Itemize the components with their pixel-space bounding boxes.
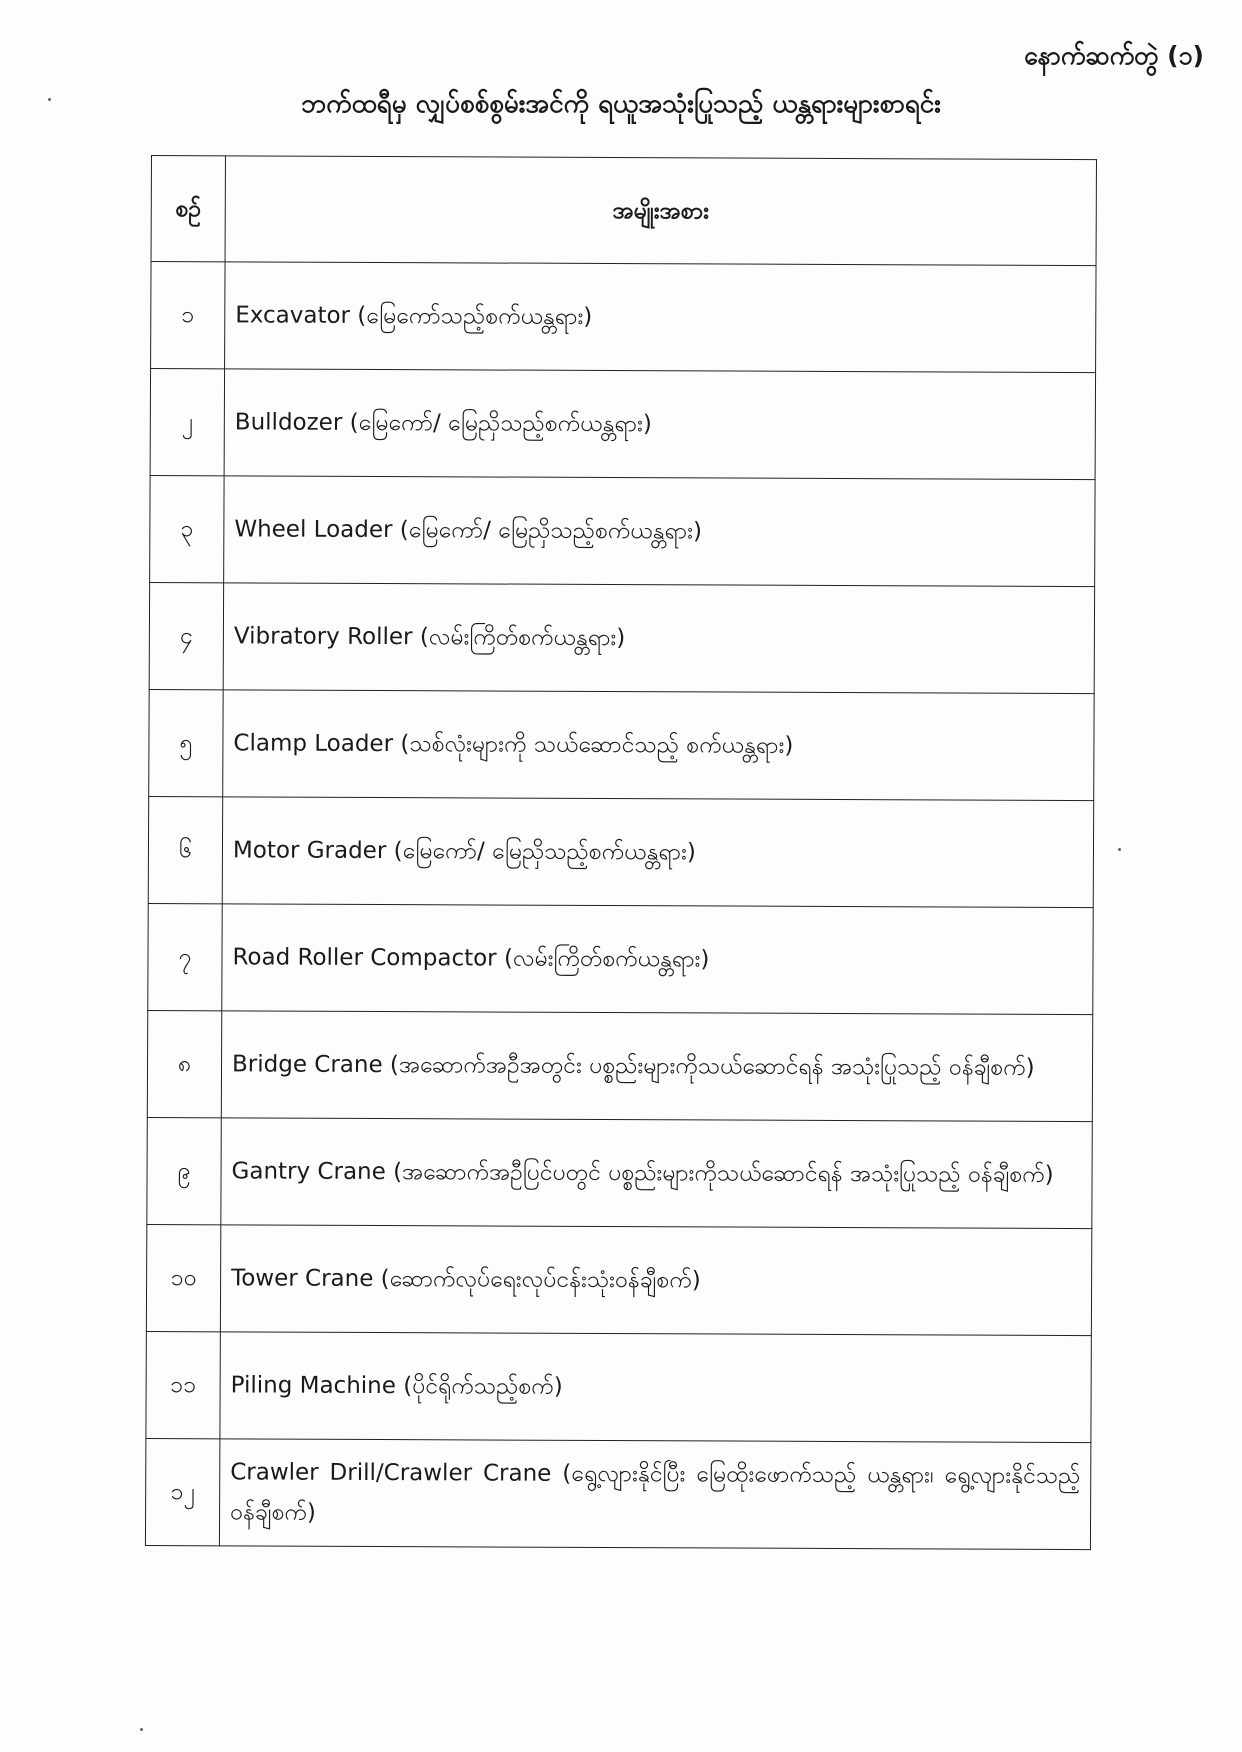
table-row xyxy=(149,689,1094,800)
row-number: ၆ xyxy=(148,796,222,903)
table-row xyxy=(148,796,1093,907)
row-machine-type: Tower Crane (ဆောက်လုပ်ရေးလုပ်ငန်းသုံးဝန်ချီစက်) xyxy=(220,1225,1091,1336)
header-number: စဉ် xyxy=(151,156,225,262)
row-machine-type: Road Roller Compactor (လမ်းကြိတ်စက်ယန္တရား) xyxy=(222,904,1093,1015)
document-title: ဘက်ထရီမှ လျှပ်စစ်စွမ်းအင်ကို ရယူအသုံးပြုသည့် ယန္တရားများစာရင်း xyxy=(301,89,941,119)
row-number: ၁၁ xyxy=(146,1331,220,1438)
table-row xyxy=(147,1010,1092,1121)
row-number: ၃ xyxy=(150,475,224,582)
row-number: ၂ xyxy=(150,369,224,476)
row-machine-type: Crawler Drill/Crawler Crane (ရွေ့လျားနိုင်ပြီး မြေထိုးဖောက်သည့် ယန္တရား၊ ရွေ့လျားနိုင်သည့်ဝန်ချီစက်) xyxy=(219,1439,1090,1550)
row-number: ၁၂ xyxy=(145,1438,219,1545)
row-number: ၅ xyxy=(149,689,223,796)
table-row xyxy=(147,1117,1092,1228)
table-row xyxy=(150,475,1095,586)
row-machine-type: Excavator (မြေကော်သည့်စက်ယန္တရား) xyxy=(225,262,1096,373)
annex-label: နောက်ဆက်တွဲ (၁) xyxy=(1024,41,1204,70)
row-number: ၉ xyxy=(147,1117,221,1224)
row-machine-type: Piling Machine (ပိုင်ရိုက်သည့်စက်) xyxy=(220,1332,1091,1443)
table-row xyxy=(145,1438,1090,1549)
table-row xyxy=(150,369,1095,480)
scan-speck xyxy=(140,1728,143,1731)
table-row xyxy=(148,903,1093,1014)
machinery-table xyxy=(145,155,1097,1550)
table-row xyxy=(151,262,1096,373)
row-number: ၄ xyxy=(149,582,223,689)
table-row xyxy=(146,1224,1091,1335)
row-number: ၁ xyxy=(151,262,225,369)
table-row xyxy=(146,1331,1091,1442)
row-number: ၈ xyxy=(147,1010,221,1117)
row-machine-type: Bulldozer (မြေကော်/ မြေညှိသည့်စက်ယန္တရား) xyxy=(224,369,1095,480)
row-machine-type: Wheel Loader (မြေကော်/ မြေညှိသည့်စက်ယန္တရား) xyxy=(224,476,1095,587)
table-row xyxy=(149,582,1094,693)
row-number: ၁၀ xyxy=(146,1224,220,1331)
table-header-row xyxy=(151,156,1096,266)
scan-speck xyxy=(1118,848,1121,851)
row-machine-type: Vibratory Roller (လမ်းကြိတ်စက်ယန္တရား) xyxy=(223,583,1094,694)
row-machine-type: Motor Grader (မြေကော်/ မြေညှိသည့်စက်ယန္တရား) xyxy=(222,797,1093,908)
row-number: ၇ xyxy=(148,903,222,1010)
header-type: အမျိုးအစား xyxy=(225,156,1096,266)
row-machine-type: Clamp Loader (သစ်လုံးများကို သယ်ဆောင်သည့် စက်ယန္တရား) xyxy=(223,690,1094,801)
scan-speck xyxy=(48,98,51,101)
row-machine-type: Bridge Crane (အဆောက်အဦအတွင်း ပစ္စည်းများကိုသယ်ဆောင်ရန် အသုံးပြုသည့် ဝန်ချီစက်) xyxy=(221,1011,1092,1122)
row-machine-type: Gantry Crane (အဆောက်အဦပြင်ပတွင် ပစ္စည်းများကိုသယ်ဆောင်ရန် အသုံးပြုသည့် ဝန်ချီစက်) xyxy=(221,1118,1092,1229)
